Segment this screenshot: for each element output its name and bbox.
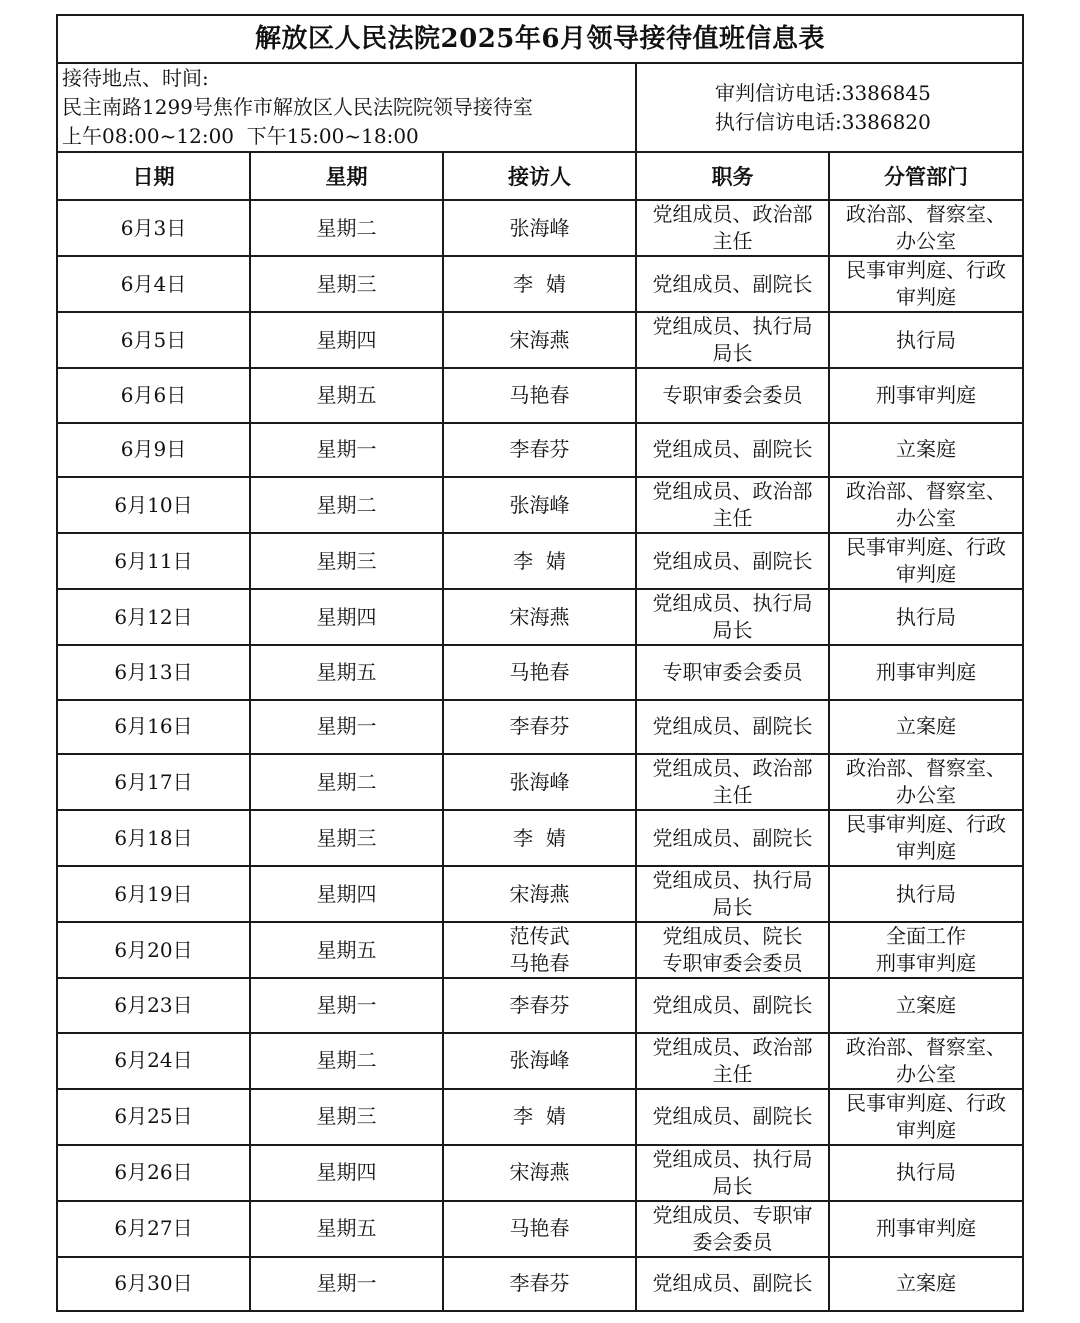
table-row — [57, 700, 1023, 755]
department-cell — [829, 256, 1023, 312]
receiver-cell-line: 李春芬 — [509, 1271, 570, 1296]
receiver-cell-line: 李春芬 — [509, 437, 570, 462]
table-row — [57, 256, 1023, 312]
date-cell: 6月9日 — [57, 423, 250, 478]
weekday-cell: 星期二 — [250, 1033, 443, 1089]
position-cell — [636, 754, 829, 810]
date-cell: 6月19日 — [57, 866, 250, 922]
receiver-cell-line: 李 婧 — [513, 548, 566, 573]
department-cell — [829, 1257, 1023, 1312]
position-cell — [636, 978, 829, 1033]
reception-hours: 上午08:00~12:00 下午15:00~18:00 — [62, 124, 419, 148]
header-date: 日期 — [57, 152, 250, 200]
position-cell-line: 主任 — [712, 229, 753, 253]
position-cell-line: 党组成员、副院长 — [652, 992, 813, 1017]
table-row — [57, 1257, 1023, 1312]
department-cell-line: 民事审判庭、行政 — [846, 258, 1006, 282]
receiver-cell — [443, 866, 636, 922]
date-cell: 6月30日 — [57, 1257, 250, 1312]
position-cell-line: 党组成员、副院长 — [652, 1104, 813, 1128]
position-cell-line: 局长 — [712, 895, 753, 919]
receiver-cell — [443, 810, 636, 866]
position-cell-line: 党组成员、副院长 — [652, 548, 813, 573]
position-cell-line: 局长 — [712, 1173, 753, 1198]
weekday-cell: 星期三 — [250, 1089, 443, 1145]
department-cell — [829, 312, 1023, 368]
position-cell — [636, 477, 829, 533]
date-cell: 6月6日 — [57, 368, 250, 423]
table-title: 解放区人民法院2025年6月领导接待值班信息表 — [57, 15, 1023, 63]
receiver-cell — [443, 368, 636, 423]
receiver-cell-line: 宋海燕 — [509, 881, 570, 906]
weekday-cell: 星期四 — [250, 866, 443, 922]
header-row — [57, 152, 1023, 200]
table-row — [57, 312, 1023, 368]
department-cell — [829, 866, 1023, 922]
department-cell — [829, 423, 1023, 478]
weekday-cell: 星期三 — [250, 256, 443, 312]
date-cell: 6月25日 — [57, 1089, 250, 1145]
department-cell-line: 执行局 — [896, 327, 956, 352]
position-cell-line: 局长 — [712, 341, 753, 365]
department-cell-line: 刑事审判庭 — [876, 659, 976, 684]
receiver-cell — [443, 256, 636, 312]
date-cell: 6月16日 — [57, 700, 250, 755]
department-cell-line: 立案庭 — [896, 992, 956, 1017]
department-cell — [829, 368, 1023, 423]
reception-address: 民主南路1299号焦作市解放区人民法院院领导接待室 — [62, 95, 533, 119]
table-row — [57, 423, 1023, 478]
receiver-cell-line: 马艳春 — [509, 951, 570, 975]
position-cell-line: 党组成员、政治部 — [652, 756, 813, 780]
table-row — [57, 866, 1023, 922]
receiver-cell — [443, 1145, 636, 1201]
receiver-cell-line: 马艳春 — [509, 382, 570, 407]
header-weekday: 星期 — [250, 152, 443, 200]
date-cell: 6月10日 — [57, 477, 250, 533]
receiver-cell — [443, 533, 636, 589]
receiver-cell — [443, 589, 636, 645]
position-cell-line: 局长 — [712, 618, 753, 642]
department-cell — [829, 200, 1023, 256]
department-cell-line: 审判庭 — [896, 839, 956, 863]
position-cell — [636, 312, 829, 368]
position-cell-line: 党组成员、政治部 — [652, 202, 813, 226]
table-row — [57, 645, 1023, 700]
date-cell: 6月27日 — [57, 1201, 250, 1257]
receiver-cell-line: 李 婧 — [513, 1104, 566, 1128]
receiver-cell-line: 李春芬 — [509, 992, 570, 1017]
receiver-cell-line: 范传武 — [509, 924, 570, 948]
receiver-cell-line: 马艳春 — [509, 1216, 570, 1240]
date-cell: 6月17日 — [57, 754, 250, 810]
department-cell-line: 民事审判庭、行政 — [846, 535, 1006, 559]
receiver-cell — [443, 200, 636, 256]
department-cell-line: 立案庭 — [896, 437, 956, 462]
receiver-cell — [443, 700, 636, 755]
position-cell — [636, 589, 829, 645]
position-cell-line: 党组成员、副院长 — [652, 271, 813, 296]
weekday-cell: 星期三 — [250, 533, 443, 589]
department-cell — [829, 1145, 1023, 1201]
department-cell-line: 办公室 — [896, 229, 956, 253]
position-cell-line: 委会委员 — [692, 1229, 773, 1254]
department-cell — [829, 700, 1023, 755]
position-cell-line: 主任 — [712, 1061, 753, 1086]
date-cell: 6月5日 — [57, 312, 250, 368]
weekday-cell: 星期五 — [250, 368, 443, 423]
position-cell-line: 党组成员、副院长 — [652, 1271, 813, 1296]
weekday-cell: 星期五 — [250, 922, 443, 978]
receiver-cell-line: 宋海燕 — [509, 1160, 570, 1184]
date-cell: 6月24日 — [57, 1033, 250, 1089]
weekday-cell: 星期三 — [250, 810, 443, 866]
department-cell-line: 政治部、督察室、 — [846, 479, 1006, 503]
table-row — [57, 922, 1023, 978]
weekday-cell: 星期四 — [250, 1145, 443, 1201]
department-cell — [829, 533, 1023, 589]
department-cell-line: 审判庭 — [896, 562, 956, 586]
date-cell: 6月20日 — [57, 922, 250, 978]
department-cell-line: 刑事审判庭 — [876, 382, 976, 407]
department-cell — [829, 810, 1023, 866]
date-cell: 6月4日 — [57, 256, 250, 312]
department-cell-line: 民事审判庭、行政 — [846, 1090, 1006, 1115]
department-cell-line: 政治部、督察室、 — [846, 1034, 1006, 1059]
duty-schedule-table — [56, 14, 1024, 1312]
reception-info — [57, 63, 636, 152]
receiver-cell — [443, 1089, 636, 1145]
execution-petition-phone: 执行信访电话:3386820 — [715, 109, 931, 134]
position-cell — [636, 1257, 829, 1312]
weekday-cell: 星期一 — [250, 978, 443, 1033]
position-cell-line: 专职审委会委员 — [662, 951, 803, 975]
schedule-rows — [57, 200, 1023, 1311]
table-row — [57, 810, 1023, 866]
location-label: 接待地点、时间: — [62, 66, 209, 90]
position-cell-line: 主任 — [712, 506, 753, 530]
table-row — [57, 754, 1023, 810]
department-cell — [829, 1033, 1023, 1089]
position-cell-line: 专职审委会委员 — [662, 659, 803, 684]
position-cell — [636, 1033, 829, 1089]
table-row — [57, 1201, 1023, 1257]
petition-phones — [636, 63, 1023, 152]
position-cell — [636, 200, 829, 256]
receiver-cell-line: 张海峰 — [509, 769, 570, 794]
table-row — [57, 978, 1023, 1033]
date-cell: 6月23日 — [57, 978, 250, 1033]
position-cell — [636, 645, 829, 700]
date-cell: 6月13日 — [57, 645, 250, 700]
weekday-cell: 星期五 — [250, 645, 443, 700]
table-row — [57, 533, 1023, 589]
position-cell — [636, 922, 829, 978]
receiver-cell — [443, 423, 636, 478]
weekday-cell: 星期四 — [250, 589, 443, 645]
position-cell — [636, 368, 829, 423]
department-cell-line: 审判庭 — [896, 1117, 956, 1142]
header-department: 分管部门 — [829, 152, 1023, 200]
receiver-cell — [443, 1033, 636, 1089]
weekday-cell: 星期二 — [250, 477, 443, 533]
table-row — [57, 368, 1023, 423]
weekday-cell: 星期一 — [250, 700, 443, 755]
position-cell — [636, 810, 829, 866]
position-cell — [636, 256, 829, 312]
position-cell-line: 专职审委会委员 — [662, 382, 803, 407]
department-cell-line: 执行局 — [896, 1160, 956, 1184]
department-cell — [829, 754, 1023, 810]
position-cell-line: 党组成员、执行局 — [652, 591, 813, 615]
position-cell-line: 党组成员、副院长 — [652, 437, 813, 462]
receiver-cell — [443, 978, 636, 1033]
department-cell — [829, 1089, 1023, 1145]
receiver-cell — [443, 922, 636, 978]
position-cell-line: 党组成员、院长 — [662, 924, 803, 948]
weekday-cell: 星期二 — [250, 200, 443, 256]
position-cell-line: 党组成员、政治部 — [652, 1034, 813, 1059]
receiver-cell — [443, 1201, 636, 1257]
header-position: 职务 — [636, 152, 829, 200]
receiver-cell-line: 宋海燕 — [509, 327, 570, 352]
receiver-cell — [443, 312, 636, 368]
receiver-cell — [443, 477, 636, 533]
department-cell — [829, 589, 1023, 645]
receiver-cell-line: 李 婧 — [513, 825, 566, 850]
position-cell-line: 党组成员、执行局 — [652, 314, 813, 338]
position-cell — [636, 866, 829, 922]
department-cell — [829, 477, 1023, 533]
table-row — [57, 589, 1023, 645]
department-cell — [829, 922, 1023, 978]
department-cell-line: 立案庭 — [896, 1271, 956, 1296]
table-row — [57, 1145, 1023, 1201]
department-cell-line: 审判庭 — [896, 285, 956, 309]
date-cell: 6月3日 — [57, 200, 250, 256]
position-cell-line: 党组成员、政治部 — [652, 479, 813, 503]
weekday-cell: 星期五 — [250, 1201, 443, 1257]
receiver-cell-line: 李春芬 — [509, 714, 570, 739]
date-cell: 6月18日 — [57, 810, 250, 866]
receiver-cell-line: 李 婧 — [513, 271, 566, 296]
table-row — [57, 200, 1023, 256]
receiver-cell-line: 张海峰 — [509, 215, 570, 240]
weekday-cell: 星期二 — [250, 754, 443, 810]
position-cell — [636, 1201, 829, 1257]
position-cell-line: 主任 — [712, 783, 753, 807]
department-cell — [829, 1201, 1023, 1257]
department-cell-line: 政治部、督察室、 — [846, 202, 1006, 226]
position-cell — [636, 423, 829, 478]
department-cell — [829, 978, 1023, 1033]
position-cell — [636, 700, 829, 755]
department-cell-line: 政治部、督察室、 — [846, 756, 1006, 780]
receiver-cell-line: 马艳春 — [509, 659, 570, 684]
department-cell-line: 刑事审判庭 — [876, 1216, 976, 1240]
position-cell-line: 党组成员、副院长 — [652, 714, 813, 739]
weekday-cell: 星期四 — [250, 312, 443, 368]
weekday-cell: 星期一 — [250, 423, 443, 478]
table-row — [57, 1089, 1023, 1145]
receiver-cell — [443, 1257, 636, 1312]
department-cell-line: 执行局 — [896, 604, 956, 629]
position-cell-line: 党组成员、执行局 — [652, 868, 813, 892]
receiver-cell — [443, 754, 636, 810]
weekday-cell: 星期一 — [250, 1257, 443, 1312]
date-cell: 6月12日 — [57, 589, 250, 645]
date-cell: 6月11日 — [57, 533, 250, 589]
receiver-cell — [443, 645, 636, 700]
receiver-cell-line: 张海峰 — [509, 492, 570, 517]
position-cell — [636, 1089, 829, 1145]
position-cell-line: 党组成员、专职审 — [652, 1202, 813, 1227]
position-cell-line: 党组成员、执行局 — [652, 1146, 813, 1171]
position-cell — [636, 533, 829, 589]
position-cell — [636, 1145, 829, 1201]
position-cell-line: 党组成员、副院长 — [652, 825, 813, 850]
date-cell: 6月26日 — [57, 1145, 250, 1201]
trial-petition-phone: 审判信访电话:3386845 — [715, 80, 931, 105]
receiver-cell-line: 张海峰 — [509, 1048, 570, 1072]
department-cell-line: 办公室 — [896, 783, 956, 807]
department-cell-line: 执行局 — [896, 881, 956, 906]
department-cell-line: 民事审判庭、行政 — [846, 812, 1006, 836]
department-cell-line: 立案庭 — [896, 714, 956, 739]
header-receiver: 接访人 — [443, 152, 636, 200]
department-cell — [829, 645, 1023, 700]
department-cell-line: 办公室 — [896, 1061, 956, 1086]
table-row — [57, 1033, 1023, 1089]
table-row — [57, 477, 1023, 533]
department-cell-line: 全面工作 — [886, 924, 966, 948]
receiver-cell-line: 宋海燕 — [509, 604, 570, 629]
department-cell-line: 办公室 — [896, 506, 956, 530]
department-cell-line: 刑事审判庭 — [876, 951, 976, 975]
